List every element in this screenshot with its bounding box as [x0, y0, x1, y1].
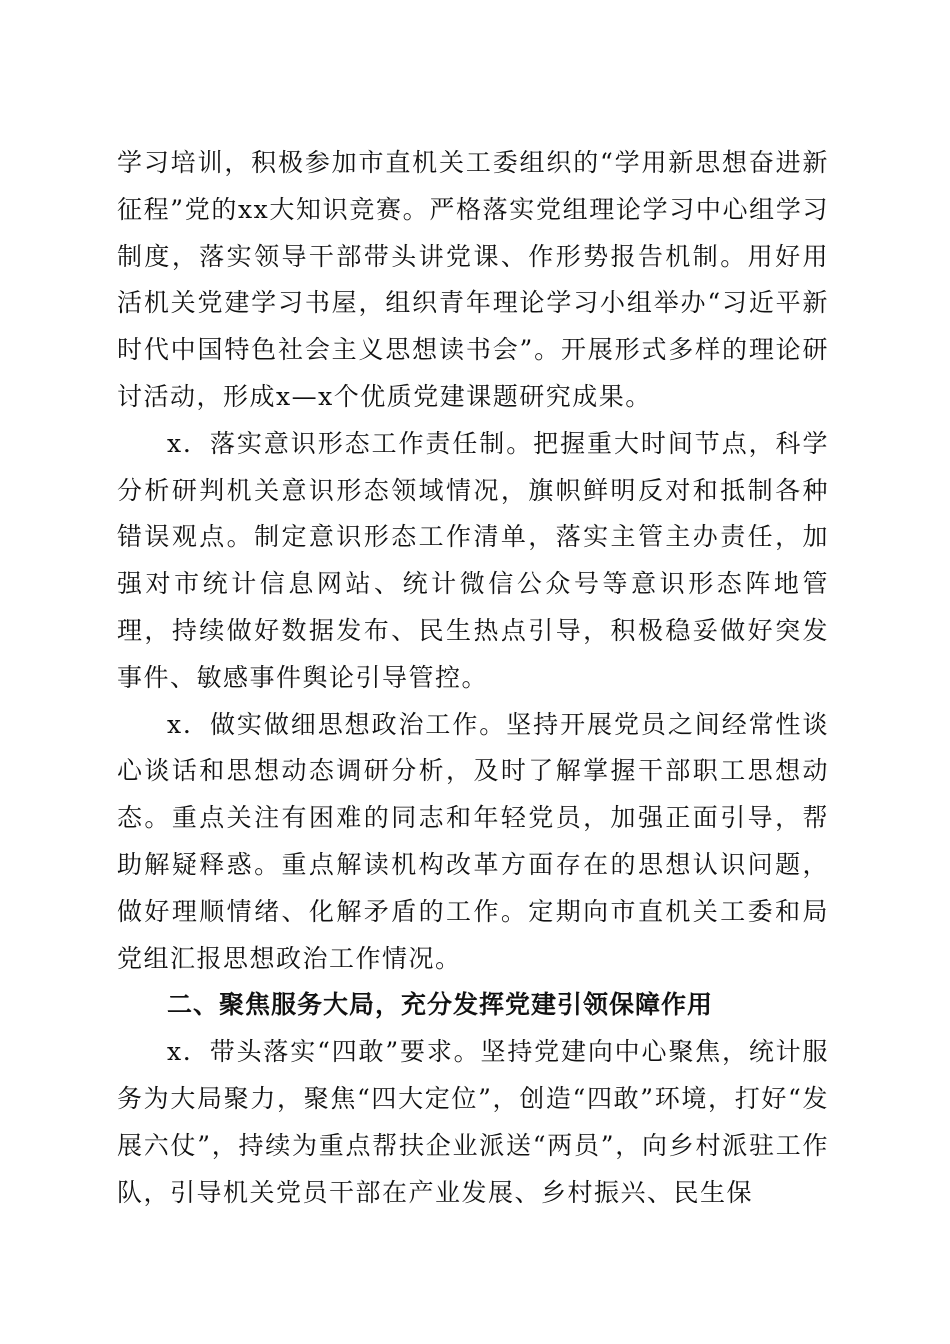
paragraph-continuation: 学习培训，积极参加市直机关工委组织的“学用新思想奋进新征程”党的xx大知识竞赛。严格落实党组理论学习中心组学习制度，落实领导干部带头讲党课、作形势报告机制。用好用活机关党建学习书屋，组织青年理论学习小组举办“习近平新时代中国特色社会主义思想读书会”。开展形式多样的理论研讨活动，形成x—x个优质党建课题研究成果。: [117, 148, 829, 411]
document-body: [117, 140, 829, 1216]
section-heading: 二、聚焦服务大局，充分发挥党建引领保障作用: [167, 990, 714, 1020]
paragraph-political-work: x．做实做细思想政治工作。坚持开展党员之间经常性谈心谈话和思想动态调研分析，及时了解掌握干部职工思想动态。重点关注有困难的同志和年轻党员，加强正面引导，帮助解疑释惑。重点解读机构改革方面存在的思想认识问题，做好理顺情绪、化解矛盾的工作。定期向市直机关工委和局党组汇报思想政治工作情况。: [117, 709, 829, 973]
paragraph-ideology-responsibility: x．落实意识形态工作责任制。把握重大时间节点，科学分析研判机关意识形态领域情况，旗帜鲜明反对和抵制各种错误观点。制定意识形态工作清单，落实主管主办责任，加强对市统计信息网站、统计微信公众号等意识形态阵地管理，持续做好数据发布、民生热点引导，积极稳妥做好突发事件、敏感事件舆论引导管控。: [117, 428, 829, 692]
paragraph-four-dare: x．带头落实“四敢”要求。坚持党建向中心聚焦，统计服务为大局聚力，聚焦“四大定位”，创造“四敢”环境，打好“发展六仗”，持续为重点帮扶企业派送“两员”，向乡村派驻工作队，引导机关党员干部在产业发展、乡村振兴、民生保: [117, 1037, 829, 1207]
